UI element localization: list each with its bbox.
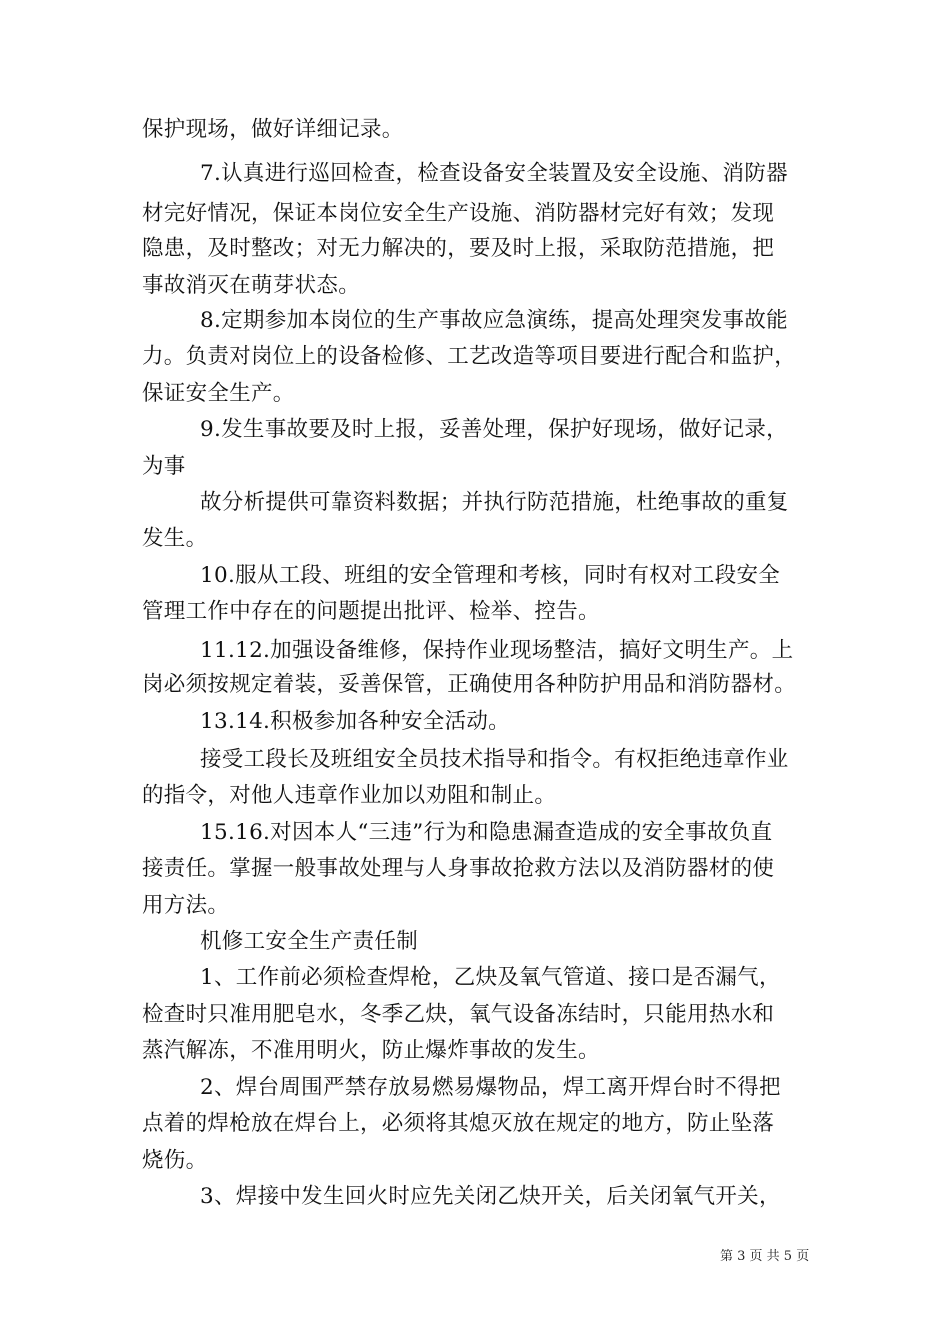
section-heading: 机修工安全生产责任制 [200, 929, 419, 954]
page-number: 第 3 页 共 5 页 [720, 1249, 810, 1264]
text-line: 接责任。掌握一般事故处理与人身事故抢救方法以及消防器材的使 [142, 856, 775, 881]
text-line: 保证安全生产。 [142, 381, 295, 406]
text-line: 接受工段长及班组安全员技术指导和指令。有权拒绝违章作业 [200, 747, 789, 772]
text-line: 用方法。 [142, 893, 230, 918]
text-line: 检查时只准用肥皂水，冬季乙炔，氧气设备冻结时，只能用热水和 [142, 1002, 775, 1027]
text-line: 管理工作中存在的问题提出批评、检举、控告。 [142, 599, 600, 624]
text-line: 故分析提供可靠资料数据；并执行防范措施，杜绝事故的重复 [200, 490, 789, 515]
text-line: 隐患，及时整改；对无力解决的，要及时上报，采取防范措施，把 [142, 236, 775, 261]
text-line: 力。负责对岗位上的设备检修、工艺改造等项目要进行配合和监护， [142, 344, 797, 369]
text-line: 11.12.加强设备维修，保持作业现场整洁，搞好文明生产。上 [200, 638, 794, 663]
text-line: 烧伤。 [142, 1148, 208, 1173]
text-line: 事故消灭在萌芽状态。 [142, 273, 361, 298]
text-line: 为事 [142, 454, 186, 479]
text-line: 岗必须按规定着装，妥善保管，正确使用各种防护用品和消防器材。 [142, 672, 797, 697]
text-line: 13.14.积极参加各种安全活动。 [200, 709, 510, 734]
text-line: 2、焊台周围严禁存放易燃易爆物品，焊工离开焊台时不得把 [200, 1075, 781, 1100]
text-line: 1、工作前必须检查焊枪，乙炔及氧气管道、接口是否漏气， [200, 965, 781, 990]
text-line: 点着的焊枪放在焊台上，必须将其熄灭放在规定的地方，防止坠落 [142, 1111, 775, 1136]
text-line: 3、焊接中发生回火时应先关闭乙炔开关，后关闭氧气开关， [200, 1184, 781, 1209]
text-line: 8.定期参加本岗位的生产事故应急演练，提高处理突发事故能 [200, 308, 788, 333]
text-line: 蒸汽解冻，不准用明火，防止爆炸事故的发生。 [142, 1038, 600, 1063]
text-line: 的指令，对他人违章作业加以劝阻和制止。 [142, 783, 557, 808]
text-line: 9.发生事故要及时上报，妥善处理，保护好现场，做好记录， [200, 417, 788, 442]
text-line: 7.认真进行巡回检查，检查设备安全装置及安全设施、消防器 [200, 161, 788, 186]
text-line: 15.16.对因本人“三违”行为和隐患漏查造成的安全事故负直 [200, 820, 773, 845]
text-line: 保护现场，做好详细记录。 [142, 117, 404, 142]
text-line: 发生。 [142, 526, 208, 551]
text-line: 10.服从工段、班组的安全管理和考核，同时有权对工段安全 [200, 563, 781, 588]
text-line: 材完好情况，保证本岗位安全生产设施、消防器材完好有效；发现 [142, 201, 775, 226]
